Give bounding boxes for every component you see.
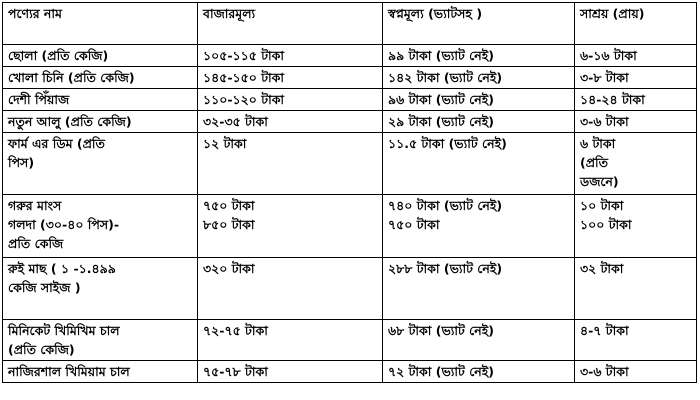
cell-market-price <box>198 67 383 89</box>
cell-product-name <box>3 67 198 89</box>
cell-line: গলদা (৩০-৪০ পিস)- <box>8 217 120 232</box>
cell-line: ৩২ টাকা <box>580 261 624 276</box>
cell-market-price <box>198 195 383 258</box>
cell-line: (প্রতি কেজি) <box>8 342 75 357</box>
cell-line: ৭২ টাকা (ভ্যাট নেই) <box>388 364 494 379</box>
cell-product-name <box>3 258 198 320</box>
cell-shwapno-price <box>383 361 575 383</box>
cell-line: ১১০-১২০ টাকা <box>203 92 285 107</box>
cell-saving <box>575 111 697 133</box>
cell-saving <box>575 67 697 89</box>
cell-saving <box>575 45 697 67</box>
cell-line: ৬ টাকা <box>580 136 616 151</box>
cell-line: ছোলা (প্রতি কেজি) <box>8 48 109 63</box>
cell-line: ৭৫০ টাকা <box>203 198 255 213</box>
cell-line: ৯৬ টাকা (ভ্যাট নেই) <box>388 92 494 107</box>
header-market-price: বাজারমূল্য <box>198 3 383 45</box>
cell-market-price <box>198 258 383 320</box>
table-row <box>3 195 697 258</box>
table-row <box>3 89 697 111</box>
cell-line: ৭৫-৭৮ টাকা <box>203 364 268 379</box>
cell-product-name <box>3 111 198 133</box>
cell-line: ৩-৬ টাকা <box>580 364 629 379</box>
cell-line: পিস) <box>8 155 35 170</box>
table-row <box>3 320 697 361</box>
cell-line: ৬৮ টাকা (ভ্যাট নেই) <box>388 323 494 338</box>
cell-product-name <box>3 320 198 361</box>
cell-product-name <box>3 89 198 111</box>
cell-market-price <box>198 45 383 67</box>
cell-saving <box>575 89 697 111</box>
cell-market-price <box>198 133 383 195</box>
cell-line: ৬-১৬ টাকা <box>580 48 637 63</box>
cell-line: ১১.৫ টাকা (ভ্যাট নেই) <box>388 136 507 151</box>
cell-line: ৭৪০ টাকা (ভ্যাট নেই) <box>388 198 503 213</box>
header-product-name: পণ্যের নাম <box>3 3 198 45</box>
cell-market-price <box>198 111 383 133</box>
cell-shwapno-price <box>383 45 575 67</box>
cell-market-price <box>198 361 383 383</box>
cell-line: নতুন আলু (প্রতি কেজি) <box>8 114 132 129</box>
cell-line: ৭২-৭৫ টাকা <box>203 323 268 338</box>
header-shwapno-price: স্বপ্নমূল্য (ভ্যাটসহ ) <box>383 3 575 45</box>
cell-shwapno-price <box>383 67 575 89</box>
cell-line: ১২ টাকা <box>203 136 247 151</box>
cell-shwapno-price <box>383 195 575 258</box>
cell-product-name <box>3 133 198 195</box>
cell-line: খোলা চিনি (প্রতি কেজি) <box>8 70 135 85</box>
table-row <box>3 133 697 195</box>
table-body <box>3 45 697 383</box>
cell-line: ৭৫০ টাকা <box>388 217 440 232</box>
cell-line: ৪-৭ টাকা <box>580 323 629 338</box>
cell-market-price <box>198 89 383 111</box>
cell-shwapno-price <box>383 111 575 133</box>
cell-saving <box>575 361 697 383</box>
cell-line: প্রতি কেজি <box>8 236 64 251</box>
cell-shwapno-price <box>383 89 575 111</box>
cell-line: নাজিরশাল খিমিয়াম চাল <box>8 364 130 379</box>
cell-line: ১০ টাকা <box>580 198 624 213</box>
cell-saving <box>575 195 697 258</box>
cell-product-name <box>3 45 198 67</box>
table-header-row <box>3 3 697 45</box>
cell-line: ৩২-৩৫ টাকা <box>203 114 268 129</box>
table-row <box>3 111 697 133</box>
cell-line: ১৪-২৪ টাকা <box>580 92 645 107</box>
cell-product-name <box>3 195 198 258</box>
cell-line: রুই মাছ ( ১ -১.৪৯৯ <box>8 261 116 276</box>
cell-line: ৩-৮ টাকা <box>580 70 629 85</box>
cell-market-price <box>198 320 383 361</box>
cell-line: ২৯ টাকা (ভ্যাট নেই) <box>388 114 494 129</box>
cell-saving <box>575 133 697 195</box>
cell-line: ১৪৫-১৫০ টাকা <box>203 70 285 85</box>
cell-line: কেজি সাইজ ) <box>8 280 81 295</box>
price-comparison-table <box>2 2 697 383</box>
cell-line: ৩২০ টাকা <box>203 261 255 276</box>
cell-shwapno-price <box>383 133 575 195</box>
table-row <box>3 361 697 383</box>
cell-line: ২৮৮ টাকা (ভ্যাট নেই) <box>388 261 503 276</box>
cell-line: গরুর মাংস <box>8 198 62 213</box>
cell-line: ১০০ টাকা <box>580 217 632 232</box>
cell-shwapno-price <box>383 258 575 320</box>
cell-line: ১৪২ টাকা (ভ্যাট নেই) <box>388 70 503 85</box>
cell-line: ফার্ম এর ডিম (প্রতি <box>8 136 105 151</box>
cell-line: দেশী পিঁয়াজ <box>8 92 70 107</box>
table-row <box>3 258 697 320</box>
header-saving: সাশ্রয় (প্রায়) <box>575 3 697 45</box>
cell-line: (প্রতি <box>580 155 608 170</box>
cell-saving <box>575 258 697 320</box>
cell-line: ১০৫-১১৫ টাকা <box>203 48 285 63</box>
table-row <box>3 45 697 67</box>
cell-line: ডজনে) <box>580 174 619 189</box>
cell-line: ৮৫০ টাকা <box>203 217 255 232</box>
cell-line: ৩-৬ টাকা <box>580 114 629 129</box>
cell-saving <box>575 320 697 361</box>
cell-line: মিনিকেট খিমিখিম চাল <box>8 323 120 338</box>
cell-shwapno-price <box>383 320 575 361</box>
cell-line: ৯৯ টাকা (ভ্যাট নেই) <box>388 48 494 63</box>
cell-product-name <box>3 361 198 383</box>
table-row <box>3 67 697 89</box>
